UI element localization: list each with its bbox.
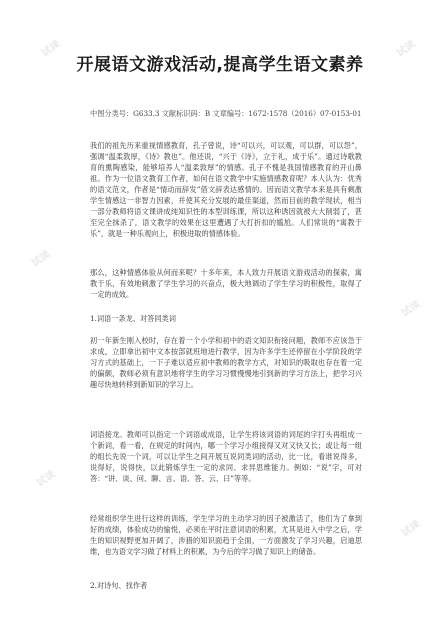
- watermark: 试读: [394, 38, 418, 60]
- article-title: 开展语文游戏活动,提高学生语文素养: [76, 55, 364, 75]
- paragraph-5: 经常组织学生进行这样的训练，学生学习的主动学习的因子被激活了，他们为了拿到好的成绩，体验成功的愉悦，必须在平时注意词语的积累，尤其是进入中学之后，学生的知识视野更加开阔了，涉猎的知识面趋于全面，一方面激发了学习兴趣，启迪思维，也为语文学习做了材料上的积累，为今后的学习做了知识上的储备。: [90, 514, 362, 556]
- watermark: 试读: [399, 518, 423, 540]
- watermark: 试读: [399, 298, 423, 320]
- paragraph-4: 词语接龙。教师可以指定一个词语或成语，让学生将该词语的词尾的字打头再组成一个新词，看一看，在规定的时间内，哪一个学习小组接得又对又快又长；或让每一组的组长先说一个词，可以让学生之间开展互说同类词的活动，比一比，看谁说得多，说得好，说得快，以此锻炼学生一定的求同、求异思维能力。例如：“说”字，可对答：“讲、谈、问、聊、言、语、答、云、曰”等等。: [90, 430, 362, 483]
- paragraph-3: 初一年新生刚入校时，存在着一个小学和初中的语文知识衔接问题，教师不应该急于求成，立即拿出初中文本按部就班地进行教学，因为许多学生还停留在小学阶段的学习方式的基础上，一下子难以适应初中教师的教学方式，对知识的吸取也存在着一定的偏颇，教师必须有意识地将学生的学习习惯慢慢地引到新的学习方法上，把学习兴趣尽快地转移到新知识的学习上。: [90, 336, 362, 389]
- watermark: 试读: [39, 38, 63, 60]
- watermark: 试读: [34, 468, 58, 490]
- classification-info: 中图分类号：G633.3 文献标识码：B 文章编号：1672-1578（2016）07-0153-01: [90, 109, 362, 118]
- section-heading-2: 2.对诗句、找作者: [90, 581, 148, 590]
- watermark: 试读: [29, 248, 53, 270]
- paragraph-2: 那么，这种情感体验从何而来呢？十多年来，本人致力开展语文游戏活动的探索，寓教于乐，有效地刺激了学生学习的兴奋点，极大地调动了学生学习的积极性，取得了一定的成效。: [90, 268, 362, 299]
- paragraph-1: 我们的祖先历来重视情感教育，孔子曾说，诗“可以兴，可以观，可以群，可以怨”，强调“温柔敦厚，《诗》教也”。他还说，“兴于《诗》，立于礼，成于乐”。通过诗歌教育的熏陶感染，能够培养人“温柔敦厚”的情感。孔子不愧是我国情感教育的开山鼻祖。作为一位语文教育工作者，如何在语文教学中实施情感教育呢？本人认为：优秀的语文范文，作者是“情动而辞发”借文辞表达感情的。因而语文教学本来是具有剩激学生情感这一非智力因素，并使其充分发展的最佳渠道，然而目前的教学现状，相当一部分教师将语文课讲成纯知识性的本型训练课，所以这种诱因就被大大削弱了，甚至完全抹杀了，语文教学的效果在这里遭遇了大打折扣的尴尬。人们常说的“寓教于乐”，就是一种乐观向上，积极进取的情感体验。: [90, 141, 362, 238]
- section-heading-1: 1.词语一条龙、对答同类词: [90, 314, 176, 323]
